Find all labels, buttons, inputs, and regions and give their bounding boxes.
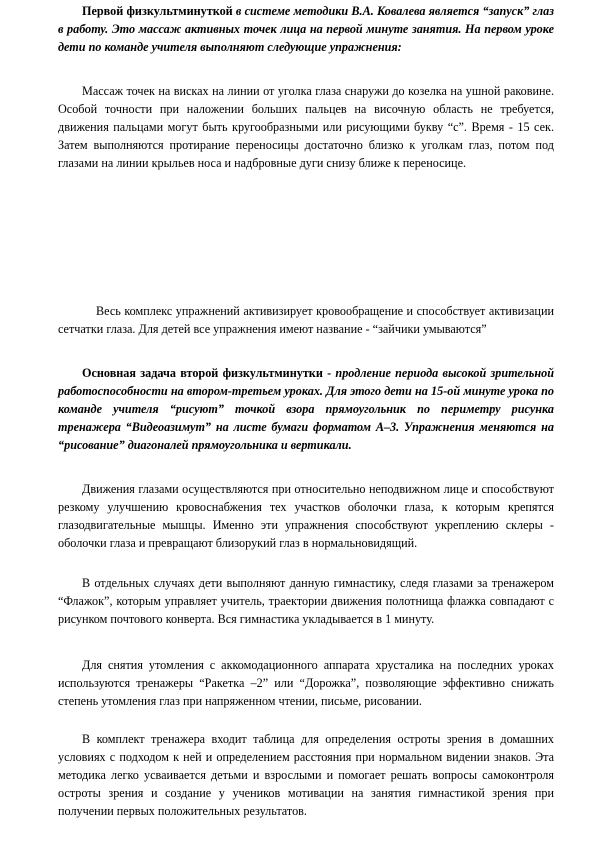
paragraph-emphasis: в системе методики В.А. Ковалева является “запуск” глаз в работу. Это массаж активных точек лица на первой минуте занятия. На первом уроке дети по команде учителя выполняют следующие упражнения:: [58, 4, 554, 55]
paragraph-eye-movements: Движения глазами осуществляются при относительно неподвижном лице и способствуют резкому улучшению кровоснабжения тех участков оболочки глаза, к которым крепятся глазодвигательные мышцы. Именно эти упражнения способствуют укреплению склеры - оболочки глаза и превращают близорукий глаз в нормальновидящий.: [58, 482, 554, 551]
paragraph-massage: Массаж точек на висках на линии от уголка глаза снаружи до козелка на ушной раковине. Особой точности при наложении больших пальцев на височную область не требуется, движения пальцами могут быть кругообразными или рисующими букву “с”. Время - 15 сек. Затем выполняются протирание переносицы достаточно близко к уголкам глаз, потом под глазами на линии крыльев носа и надбровные дуги снизу ближе к переносице.: [58, 84, 554, 171]
paragraph-second-break: [58, 364, 554, 454]
paragraph-flag-trainer: В отдельных случаях дети выполняют данную гимнастику, следя глазами за тренажером “Флажок”, которым управляет учитель, траектории движения полотнища флажка совпадают с рисунком почтового конверта. Вся гимнастика укладывается в 1 минуту.: [58, 576, 554, 627]
paragraph-emphasis: продление периода высокой зрительной работоспособности на втором-третьем уроках. Для этого дети на 15-ой минуте урока по команде учителя “рисуют” точкой взора прямоугольник по периметру рисунка тренажера “Видеоазимут” на листе бумаги форматом А–3. Упражнения меняются на “рисование” диагоналей прямоугольника и вертикали.: [58, 366, 554, 453]
paragraph-lead-bold: Основная задача второй физкультминутки -: [82, 366, 336, 380]
paragraph-first-break: [58, 2, 554, 56]
paragraph-accommodation: Для снятия утомления с аккомодационного аппарата хрусталика на последних уроках используются тренажеры “Ракетка –2” или “Дорожка”, позволяющие эффективно снижать степень утомления глаз при напряженном чтении, письме, рисовании.: [58, 658, 554, 709]
paragraph-complex: Весь комплекс упражнений активизирует кровообращение и способствует активизации сетчатки глаза. Для детей все упражнения имеют название - “зайчики умываются”: [58, 304, 554, 337]
paragraph-vision-table: В комплект тренажера входит таблица для определения остроты зрения в домашних условиях с подходом к ней и определением расстояния при нормальном видении знаков. Эта методика легко усваивается детьми и взрослыми и помогает решать вопросы самоконтроля остроты зрения и создание у учеников мотивации на занятия гимнастикой зрения при получении первых положительных результатов.: [58, 732, 554, 819]
paragraph-lead-bold: Первой физкультминуткой: [82, 4, 236, 18]
